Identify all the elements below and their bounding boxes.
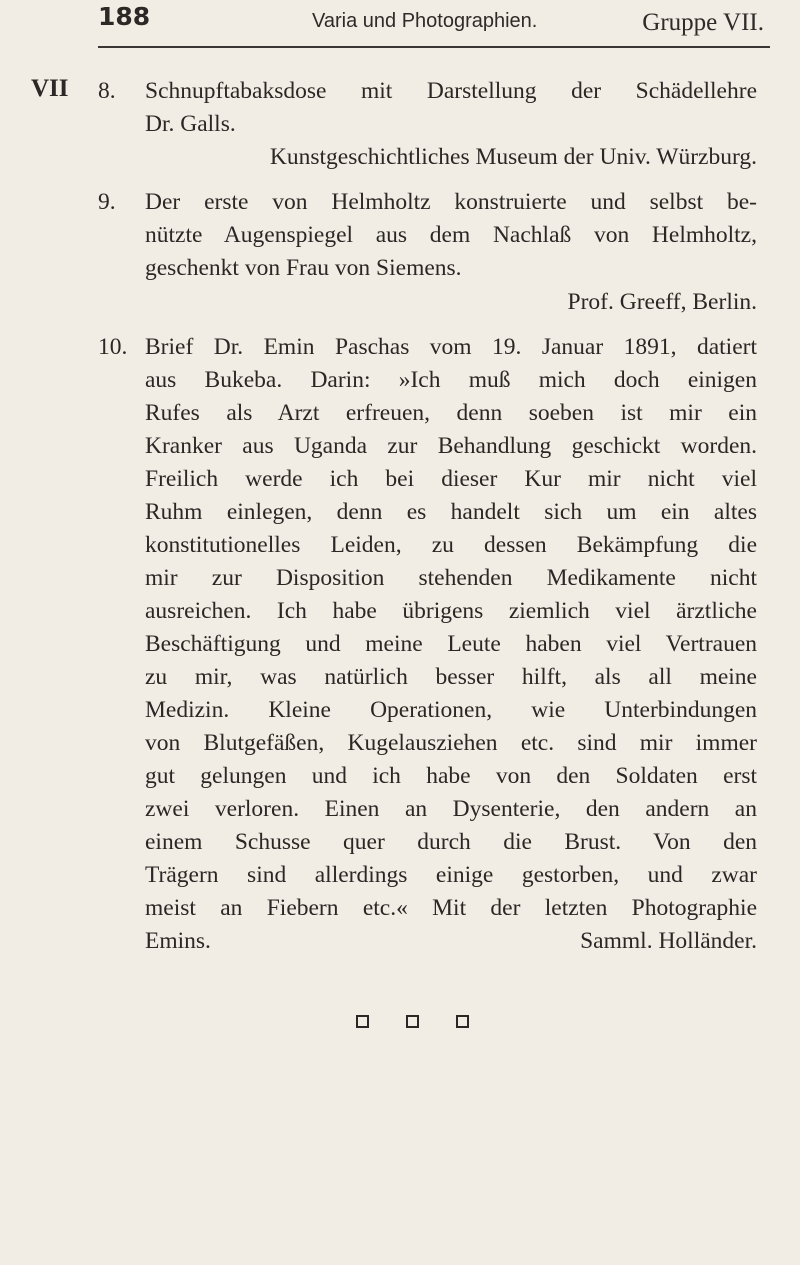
entry-line: einem Schusse quer durch die Brust. Von den <box>145 829 757 855</box>
entry-line: Brief Dr. Emin Paschas vom 19. Januar 1891, datiert <box>145 334 757 360</box>
section-end-ornament <box>0 1015 800 1035</box>
running-title: Varia und Photographien. <box>312 10 538 32</box>
entry-number: 8. <box>98 78 116 104</box>
entry-line: meist an Fiebern etc.« Mit der letzten Photographie <box>145 895 757 921</box>
entry-line: Trägern sind allerdings einige gestorben, und zwar <box>145 862 757 888</box>
entry-line: zwei verloren. Einen an Dysenterie, den andern an <box>145 796 757 822</box>
entry-line: Schnupftabaksdose mit Darstellung der Schädellehre <box>145 78 757 104</box>
entry-line: Rufes als Arzt erfreuen, denn soeben ist mir ein <box>145 400 757 426</box>
entry-line: Medizin. Kleine Operationen, wie Unterbindungen <box>145 697 757 723</box>
entry-line: gut gelungen und ich habe von den Soldaten erst <box>145 763 757 789</box>
entry-line: aus Bukeba. Darin: »Ich muß mich doch einigen <box>145 367 757 393</box>
entry-line: mir zur Disposition stehenden Medikamente nicht <box>145 565 757 591</box>
entry-line: nützte Augenspiegel aus dem Nachlaß von Helmholtz, <box>145 222 757 248</box>
entry-number: 10. <box>98 334 128 360</box>
square-ornament-icon <box>456 1015 469 1028</box>
entry-line: Dr. Galls. <box>145 111 236 137</box>
entry-number: 9. <box>98 189 116 215</box>
square-ornament-icon <box>406 1015 419 1028</box>
entry-source: Samml. Holländer. <box>580 928 757 954</box>
entry-last-line <box>145 925 757 958</box>
entry-source: Kunstgeschichtliches Museum der Univ. Würzburg. <box>269 144 757 170</box>
entry-line: Freilich werde ich bei dieser Kur mir nicht viel <box>145 466 757 492</box>
entry-line: Der erste von Helmholtz konstruierte und selbst be- <box>145 189 757 215</box>
group-label: Gruppe VII. <box>642 9 764 36</box>
square-ornament-icon <box>356 1015 369 1028</box>
margin-group-mark: VII <box>31 75 69 102</box>
entry-line: Beschäftigung und meine Leute haben viel Vertrauen <box>145 631 757 657</box>
entry-line-end: Emins. <box>145 928 211 954</box>
page-number: 188 <box>98 2 151 31</box>
entry-line: konstitutionelles Leiden, zu dessen Bekämpfung die <box>145 532 757 558</box>
entry-source: Prof. Greeff, Berlin. <box>567 289 757 315</box>
entry-line: von Blutgefäßen, Kugelausziehen etc. sind mir immer <box>145 730 757 756</box>
entry-line: zu mir, was natürlich besser hilft, als all meine <box>145 664 757 690</box>
entry-line: Ruhm einlegen, denn es handelt sich um ein altes <box>145 499 757 525</box>
entry-line: ausreichen. Ich habe übrigens ziemlich viel ärztliche <box>145 598 757 624</box>
entry-line: geschenkt von Frau von Siemens. <box>145 255 462 281</box>
entry-line: Kranker aus Uganda zur Behandlung geschickt worden. <box>145 433 757 459</box>
running-header <box>98 0 770 48</box>
